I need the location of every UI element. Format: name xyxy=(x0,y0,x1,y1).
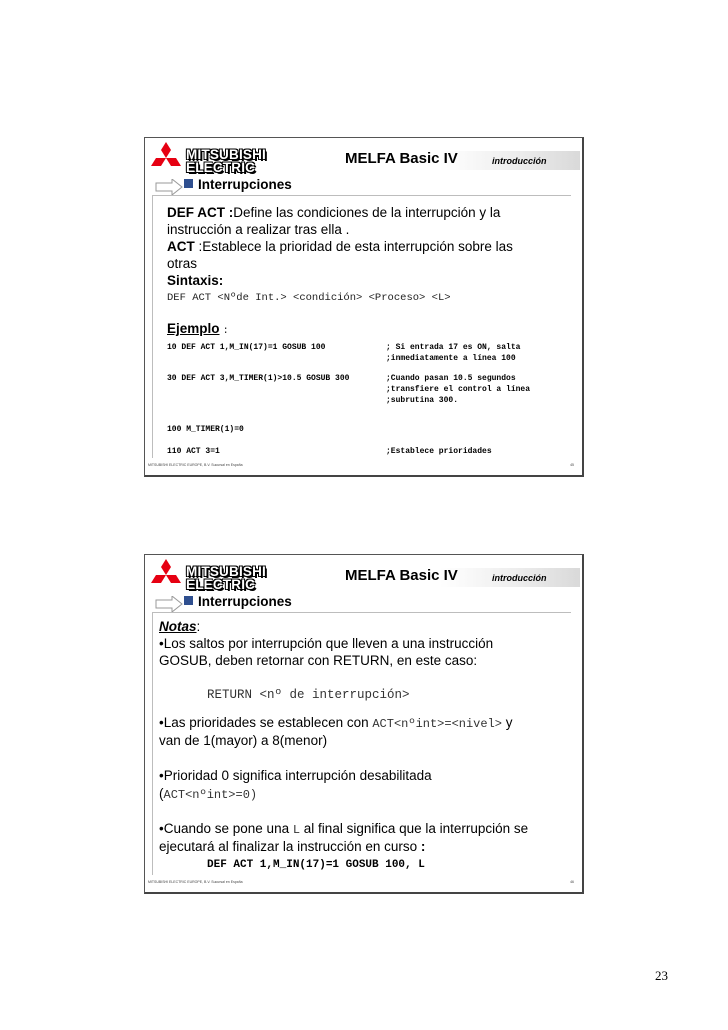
slide-subtitle: introducción xyxy=(492,156,547,166)
note-2-line-2: van de 1(mayor) a 8(menor) xyxy=(159,733,328,748)
sintaxis-label: Sintaxis: xyxy=(167,273,224,288)
sintaxis-code: DEF ACT <Nºde Int.> <condición> <Proceso> <L> xyxy=(167,292,451,304)
code-comment: ; Si entrada 17 es ON, salta xyxy=(386,343,521,352)
section-heading: Interrupciones xyxy=(184,177,292,192)
mitsubishi-logo xyxy=(148,558,268,592)
page-number: 23 xyxy=(655,968,668,983)
code-line-10: 10 DEF ACT 1,M_IN(17)=1 GOSUB 100 xyxy=(167,343,326,352)
mitsubishi-logo xyxy=(148,141,268,175)
note-4-line-1: •Cuando se pone una L al final significa que la interrupción se xyxy=(159,821,529,837)
ejemplo-heading: Ejemplo : xyxy=(167,321,229,337)
brand-line-1: MITSUBISHI xyxy=(186,147,267,162)
slide-subtitle: introducción xyxy=(492,573,547,583)
note-4-line-2: ejecutará al finalizar la instrucción en curso : xyxy=(159,839,426,854)
code-comment: ;Establece prioridades xyxy=(386,447,492,456)
square-bullet-icon xyxy=(184,596,193,605)
slide-title: MELFA Basic IV xyxy=(345,150,458,167)
footer-company: MITSUBISHI ELECTRIC EUROPE, B.V. Sucursal en España xyxy=(148,463,243,467)
brand-line-2: ELECTRIC xyxy=(186,160,256,175)
code-comment: ;Cuando pasan 10.5 segundos xyxy=(386,374,516,383)
note-1-line-2: GOSUB, deben retornar con RETURN, en este caso: xyxy=(159,653,478,668)
square-bullet-icon xyxy=(184,179,193,188)
three-diamonds-icon xyxy=(148,141,184,173)
section-heading: Interrupciones xyxy=(184,594,292,609)
final-code: DEF ACT 1,M_IN(17)=1 GOSUB 100, L xyxy=(207,859,425,871)
three-diamonds-icon xyxy=(148,558,184,590)
brand-line-2: ELECTRIC xyxy=(186,577,256,592)
act-line-2: otras xyxy=(167,256,198,271)
slide-2 xyxy=(144,554,584,894)
def-act-line: DEF ACT :Define las condiciones de la interrupción y la xyxy=(167,205,501,220)
brand-line-1: MITSUBISHI xyxy=(186,564,267,579)
def-act-line-2: instrucción a realizar tras ella . xyxy=(167,222,350,237)
arrow-right-icon xyxy=(155,596,183,612)
code-line-100: 100 M_TIMER(1)=0 xyxy=(167,425,244,434)
code-comment: ;subrutina 300. xyxy=(386,396,459,405)
return-code: RETURN <nº de interrupción> xyxy=(207,688,410,702)
arrow-right-icon xyxy=(155,179,183,195)
act-line: ACT :Establece la prioridad de esta interrupción sobre las xyxy=(167,239,513,254)
code-comment: ;transfiere el control a línea xyxy=(386,385,531,394)
footer-slide-number: 45 xyxy=(570,463,574,467)
code-comment: ;inmediatamente a línea 100 xyxy=(386,354,516,363)
note-1-line-1: •Los saltos por interrupción que lleven a una instrucción xyxy=(159,636,494,651)
code-line-110: 110 ACT 3=1 xyxy=(167,447,220,456)
note-3-line-1: •Prioridad 0 significa interrupción desabilitada xyxy=(159,768,432,783)
footer-company: MITSUBISHI ELECTRIC EUROPE, B.V. Sucursal en España xyxy=(148,880,243,884)
notas-heading: Notas: xyxy=(159,619,201,634)
code-line-30: 30 DEF ACT 3,M_TIMER(1)>10.5 GOSUB 300 xyxy=(167,374,350,383)
footer-slide-number: 46 xyxy=(570,880,574,884)
note-3-line-2: (ACT<nºint>=0) xyxy=(159,786,258,802)
slide-title: MELFA Basic IV xyxy=(345,567,458,584)
note-2-line-1: •Las prioridades se establecen con ACT<nºint>=<nivel> y xyxy=(159,715,513,731)
slide-1 xyxy=(144,137,584,477)
